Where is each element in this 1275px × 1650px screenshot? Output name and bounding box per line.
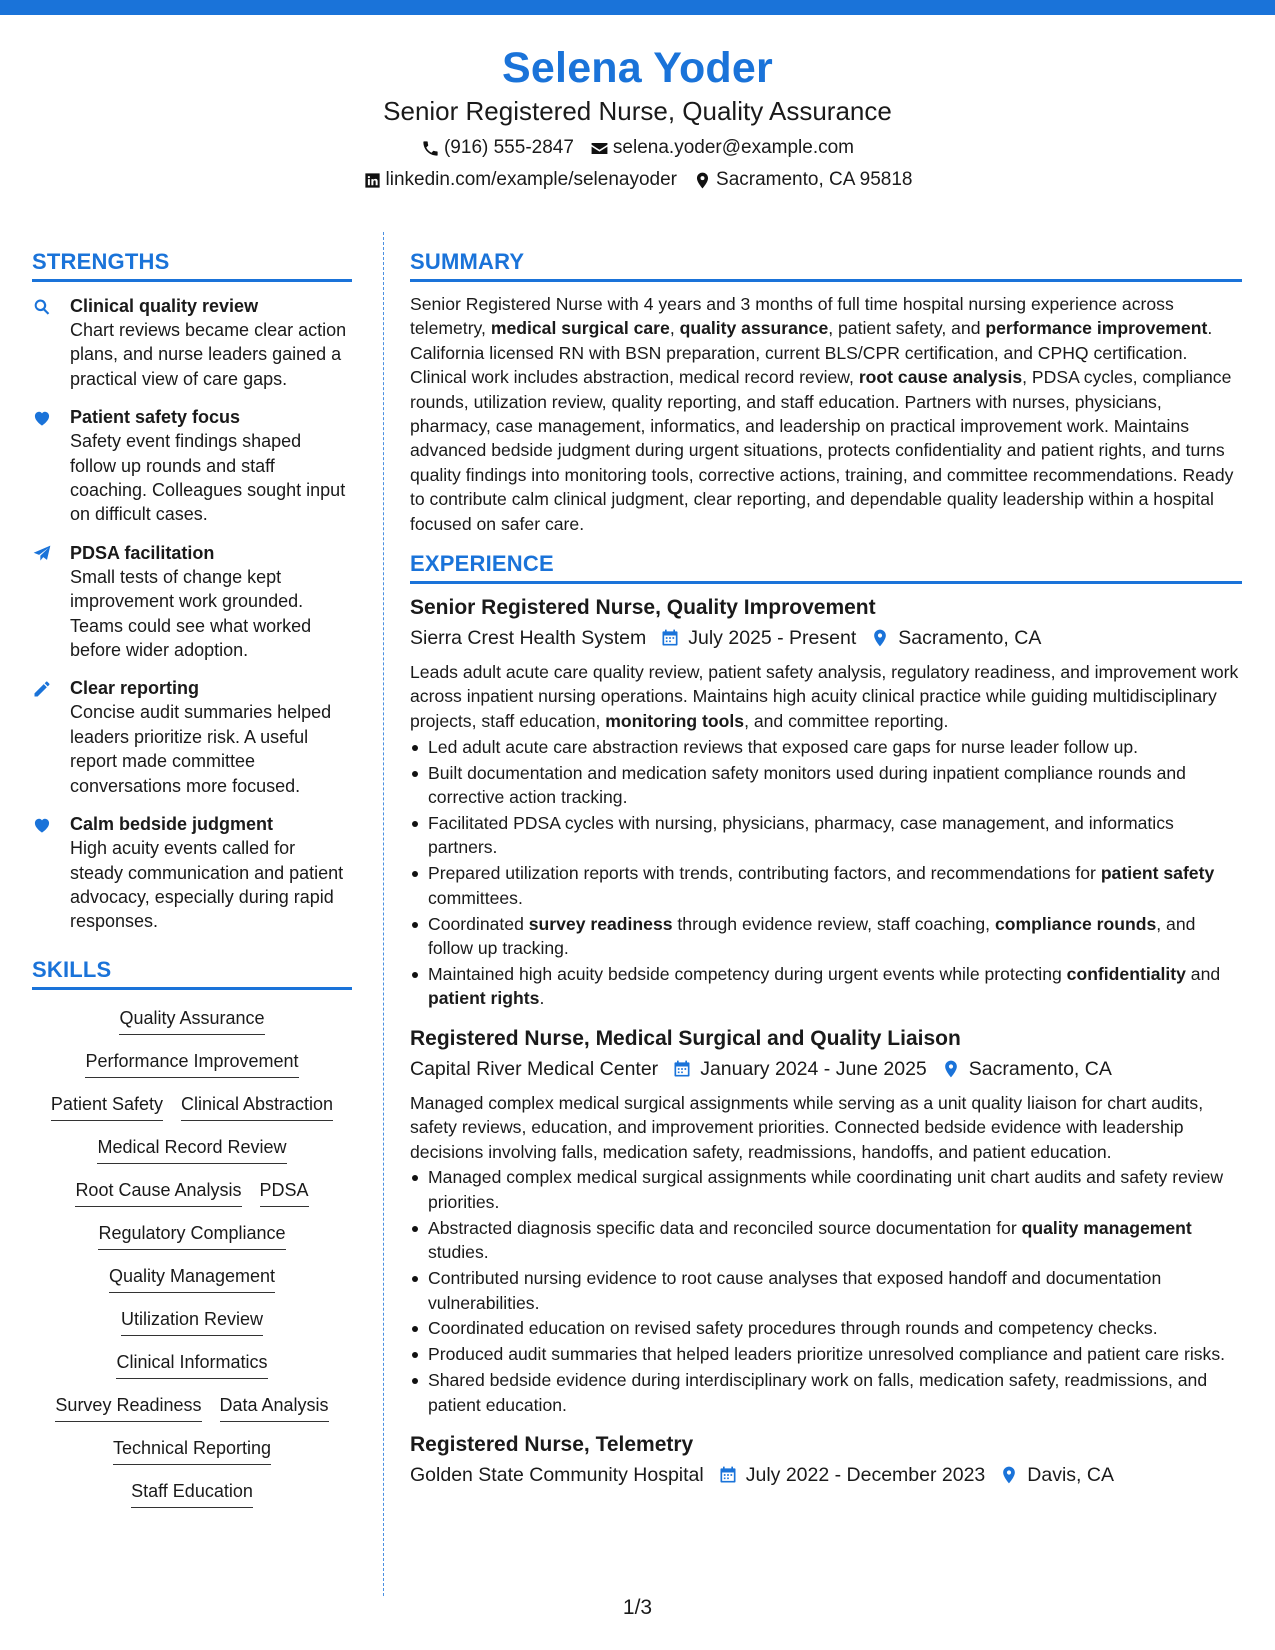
strength-title: Clinical quality review [70,296,259,316]
strength-item [32,812,352,934]
bold-keyword: quality assurance [679,318,829,339]
strength-icon-wrap [32,541,70,663]
skill-row [109,1264,275,1293]
strength-item [32,294,352,391]
phone-text: (916) 555-2847 [443,137,574,158]
skills-heading: SKILLS [32,956,352,990]
text-run: Managed complex medical surgical assignments while coordinating unit chart audits and safety review priorities. [428,1167,1224,1212]
top-accent-bar [0,0,1275,15]
text-run: Contributed nursing evidence to root cause analyses that exposed handoff and documentation vulnerabilities. [428,1268,1162,1313]
job-employer: Sierra Crest Health System [410,627,647,650]
text-run: . [539,988,545,1009]
job-bullet [410,1342,1242,1366]
resume-header [0,42,1275,192]
skill-row [75,1178,308,1207]
linkedin-contact[interactable] [363,168,678,192]
right-column [410,248,1242,1489]
candidate-name: Selena Yoder [502,44,773,92]
map-pin-icon [870,628,890,648]
linkedin-text: linkedin.com/example/selenayoder [385,169,678,190]
strength-description: High acuity events called for steady communication and patient advocacy, especially during rapid responses. [70,838,344,932]
strength-icon-wrap [32,294,70,391]
skill-tag: Patient Safety [51,1092,163,1121]
calendar-icon [660,628,680,648]
phone-icon [421,139,440,158]
text-run: Produced audit summaries that helped leaders prioritize unresolved compliance and patient care risks. [428,1344,1226,1365]
skill-tag: Staff Education [131,1479,253,1508]
text-run: studies. [428,1242,489,1263]
text-run: Managed complex medical surgical assignments while serving as a unit quality liaison for chart audits, safety reviews, education, and improvement priorities. Connected bedside evidence with leadership decisions involving falls, medication safety, readmissions, handoffs, and patient education. [410,1092,1204,1162]
strength-title: Patient safety focus [70,407,241,428]
job-description [410,660,1242,733]
job-meta [410,1055,1242,1083]
email-text: selena.yoder@example.com [612,137,854,158]
job-bullet [410,761,1242,810]
heart-icon [32,815,52,835]
skill-row [97,1135,286,1164]
job-bullet [410,962,1242,1011]
strength-body [70,541,352,663]
skill-tag: Data Analysis [220,1393,329,1422]
job-bullet [410,1266,1242,1315]
strength-body [70,294,352,391]
job-location: Sacramento, CA [898,627,1042,650]
strengths-heading: STRENGTHS [32,248,352,282]
job-entry [410,1025,1242,1417]
skill-row [51,1092,333,1121]
bold-keyword: patient rights [428,988,540,1009]
summary-heading: SUMMARY [410,248,1242,282]
skill-row [85,1049,298,1078]
job-entry [410,594,1242,1011]
job-title: Registered Nurse, Telemetry [410,1433,694,1457]
text-run: , and committee reporting. [744,710,949,731]
text-run: Led adult acute care abstraction reviews that exposed care gaps for nurse leader follow up. [428,736,1139,757]
skill-row [131,1479,253,1508]
bold-keyword: confidentiality [1066,963,1186,984]
text-run: . California licensed RN with BSN preparation, current BLS/CPR certification, and CPHQ certification. Clinical work includes abstraction, medical record review, [410,318,1213,388]
job-bullets [410,1165,1242,1417]
candidate-title: Senior Registered Nurse, Quality Assurance [383,96,892,126]
skill-tag: Performance Improvement [85,1049,298,1078]
skill-row [119,1006,264,1035]
text-run: Maintained high acuity bedside competency during urgent events while protecting [428,963,1067,984]
bold-keyword: root cause analysis [858,367,1023,388]
bold-keyword: quality management [1021,1217,1192,1238]
map-pin-icon [999,1465,1019,1485]
job-location: Davis, CA [1027,1464,1114,1487]
left-column [32,248,352,1508]
job-description [410,1091,1242,1164]
calendar-icon [672,1059,692,1079]
job-title: Senior Registered Nurse, Quality Improvement [410,596,876,620]
job-meta [410,1461,1242,1489]
job-bullet [410,861,1242,910]
job-employer: Golden State Community Hospital [410,1464,704,1487]
job-dates: July 2022 - December 2023 [745,1464,986,1487]
paper-plane-icon [32,544,52,564]
skill-tag: Regulatory Compliance [98,1221,285,1250]
job-bullet [410,1316,1242,1340]
location-contact [693,168,912,192]
contact-row-1 [0,136,1275,160]
strengths-list [32,294,352,934]
contact-row-2 [0,168,1275,192]
pencil-icon [32,679,52,699]
bold-keyword: patient safety [1100,863,1215,884]
text-run: and [1185,963,1221,984]
text-run: Facilitated PDSA cycles with nursing, physicians, pharmacy, case management, and informatics partners. [428,813,1174,858]
strength-title: Calm bedside judgment [70,814,274,835]
text-run: Leads adult acute care quality review, patient safety analysis, regulatory readiness, and improvement work across inpatient nursing operations. Maintains high acuity clinical practice while guiding multidisciplinary projects, staff education, [410,662,1239,731]
skill-tag: Clinical Informatics [116,1350,267,1379]
job-meta [410,624,1242,652]
skill-tag: Quality Management [109,1264,275,1293]
skill-row [55,1393,328,1422]
job-bullet [410,1165,1242,1214]
experience-heading: EXPERIENCE [410,550,1242,584]
summary-text [410,292,1242,536]
text-run: Built documentation and medication safety monitors used during inpatient compliance rounds and corrective action tracking. [428,762,1186,808]
job-bullet [410,811,1242,860]
skill-tag: Quality Assurance [119,1006,264,1035]
text-run: , [669,318,680,339]
job-bullet [410,735,1242,759]
bold-keyword: medical surgical care [490,318,670,339]
strength-icon-wrap [32,676,70,798]
strength-description: Chart reviews became clear action plans, and nurse leaders gained a practical view of care gaps. [70,320,347,389]
job-dates: July 2025 - Present [688,627,857,650]
text-run: Senior Registered Nurse with 4 years and 3 months of full time hospital nursing experience across telemetry, [410,294,1174,339]
strength-description: Safety event findings shaped follow up rounds and staff coaching. Colleagues sought input on difficult cases. [70,431,346,525]
job-employer: Capital River Medical Center [410,1057,659,1080]
calendar-icon [718,1465,738,1485]
strength-item [32,541,352,663]
location-text: Sacramento, CA 95818 [716,169,913,190]
text-run: Shared bedside evidence during interdisciplinary work on falls, medication safety, readmissions, and patient education. [428,1370,1208,1415]
linkedin-icon [363,171,382,190]
page-number: 1/3 [622,1596,653,1619]
job-entry [410,1431,1242,1489]
strength-body [70,812,352,934]
envelope-icon [590,139,609,158]
bold-keyword: performance improvement [985,318,1208,339]
strength-icon-wrap [32,812,70,934]
map-pin-icon [941,1059,961,1079]
strength-title: PDSA facilitation [70,542,215,563]
text-run: Coordinated [428,913,529,934]
skill-tag: Root Cause Analysis [75,1178,241,1207]
strength-description: Small tests of change kept improvement work grounded. Teams could see what worked before wider adoption. [70,566,312,661]
job-title: Registered Nurse, Medical Surgical and Quality Liaison [410,1026,961,1050]
job-bullet [410,1368,1242,1417]
skill-tag: Technical Reporting [113,1436,271,1465]
heart-icon [32,408,52,428]
job-dates: January 2024 - June 2025 [700,1057,927,1080]
text-run: , and follow up tracking. [428,913,1196,959]
bold-keyword: compliance rounds [994,913,1157,934]
phone-contact [421,136,574,160]
strength-description: Concise audit summaries helped leaders prioritize risk. A useful report made committee conversations more focused. [70,702,332,796]
strength-title: Clear reporting [70,678,200,699]
text-run: , patient safety, and [828,318,986,339]
text-run: , PDSA cycles, compliance rounds, utilization review, quality reporting, and staff education. Partners with nurses, physicians, pharmacy, case management, informatics, and leadership on practical improvement work. Maintains advanced bedside judgment during urgent situations, protects confidentiality and patient rights, and turns quality findings into monitoring tools, corrective actions, training, and committee recommendations. Ready to contribute calm clinical judgment, clear reporting, and dependable quality leadership within a hospital focused on safer care. [410,367,1234,534]
skill-row [98,1221,285,1250]
strength-body [70,676,352,798]
skill-tag: Survey Readiness [55,1393,201,1422]
text-run: Abstracted diagnosis specific data and reconciled source documentation for [428,1217,1022,1238]
skill-row [121,1307,263,1336]
jobs-list [410,594,1242,1489]
skill-tag: PDSA [260,1178,309,1207]
skill-tag: Medical Record Review [97,1135,286,1164]
skills-list [32,1000,352,1508]
text-run: Prepared utilization reports with trends, contributing factors, and recommendations for [428,863,1101,884]
strength-item [32,405,352,527]
job-bullets [410,735,1242,1011]
column-divider [383,232,384,1596]
search-icon [32,297,52,317]
skill-row [113,1436,271,1465]
strength-body [70,405,352,527]
email-contact[interactable] [590,136,854,160]
bold-keyword: monitoring tools [605,710,745,731]
job-bullet [410,912,1242,961]
text-run: through evidence review, staff coaching, [672,913,995,934]
skill-tag: Clinical Abstraction [181,1092,333,1121]
text-run: Coordinated education on revised safety procedures through rounds and competency checks. [428,1318,1158,1339]
job-bullet [410,1216,1242,1265]
skill-tag: Utilization Review [121,1307,263,1336]
bold-keyword: survey readiness [528,913,673,934]
strength-icon-wrap [32,405,70,527]
map-pin-icon [693,171,712,190]
text-run: committees. [428,887,523,908]
skill-row [116,1350,267,1379]
job-location: Sacramento, CA [968,1057,1112,1080]
strength-item [32,676,352,798]
